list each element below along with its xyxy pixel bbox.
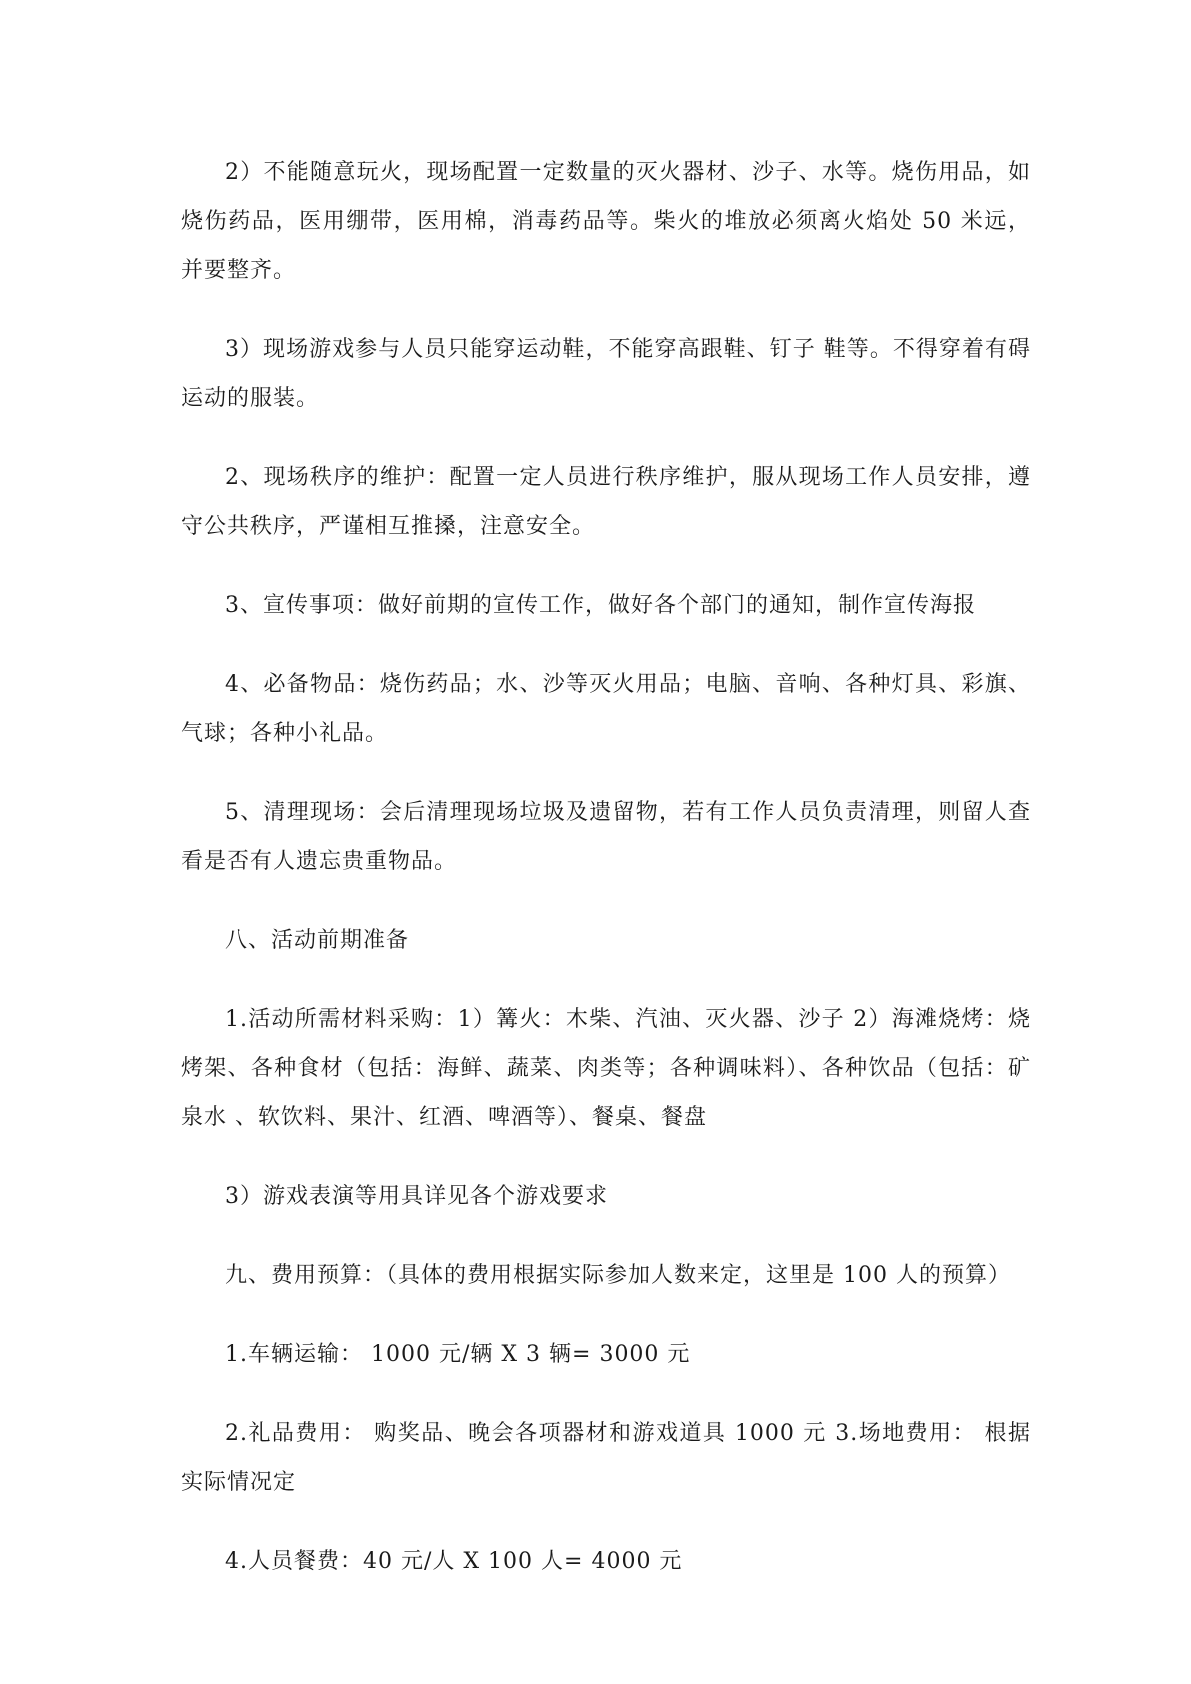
paragraph-order-maintenance: 2、现场秩序的维护：配置一定人员进行秩序维护，服从现场工作人员安排，遵守公共秩序，严谨相互推搡，注意安全。 [181,465,1031,539]
paragraph-vehicle-cost: 1.车辆运输： 1000 元/辆 X 3 辆= 3000 元 [225,1342,691,1367]
paragraph-game-props: 3）游戏表演等用具详见各个游戏要求 [225,1184,608,1209]
paragraph-fire-safety: 2）不能随意玩火，现场配置一定数量的灭火器材、沙子、水等。烧伤用品，如烧伤药品，医用绷带，医用棉，消毒药品等。柴火的堆放必须离火焰处 50 米远，并要整齐。 [181,160,1031,283]
document-body [181,148,1031,1586]
section-heading-budget: 九、费用预算：（具体的费用根据实际参加人数来定，这里是 100 人的预算） [225,1263,1011,1288]
section-heading-preparation: 八、活动前期准备 [225,928,410,953]
paragraph-meal-cost: 4.人员餐费：40 元/人 X 100 人= 4000 元 [225,1549,683,1574]
paragraph-gift-venue-cost: 2.礼品费用： 购奖品、晚会各项器材和游戏道具 1000 元 3.场地费用： 根据实际情况定 [181,1421,1031,1495]
paragraph-materials-purchase: 1.活动所需材料采购：1）篝火：木柴、汽油、灭火器、沙子 2）海滩烧烤：烧烤架、各种食材（包括：海鲜、蔬菜、肉类等；各种调味料）、各种饮品（包括：矿泉水 、软饮料、果汁、红酒、啤酒等）、餐桌、餐盘 [181,1007,1031,1130]
paragraph-publicity: 3、宣传事项：做好前期的宣传工作，做好各个部门的通知，制作宣传海报 [225,593,976,618]
paragraph-footwear: 3）现场游戏参与人员只能穿运动鞋，不能穿高跟鞋、钉子 鞋等。不得穿着有碍运动的服装。 [181,337,1031,411]
paragraph-cleanup: 5、清理现场：会后清理现场垃圾及遗留物，若有工作人员负责清理，则留人查看是否有人遗忘贵重物品。 [181,800,1031,874]
paragraph-required-items: 4、必备物品：烧伤药品；水、沙等灭火用品；电脑、音响、各种灯具、彩旗、气球；各种小礼品。 [181,672,1031,746]
